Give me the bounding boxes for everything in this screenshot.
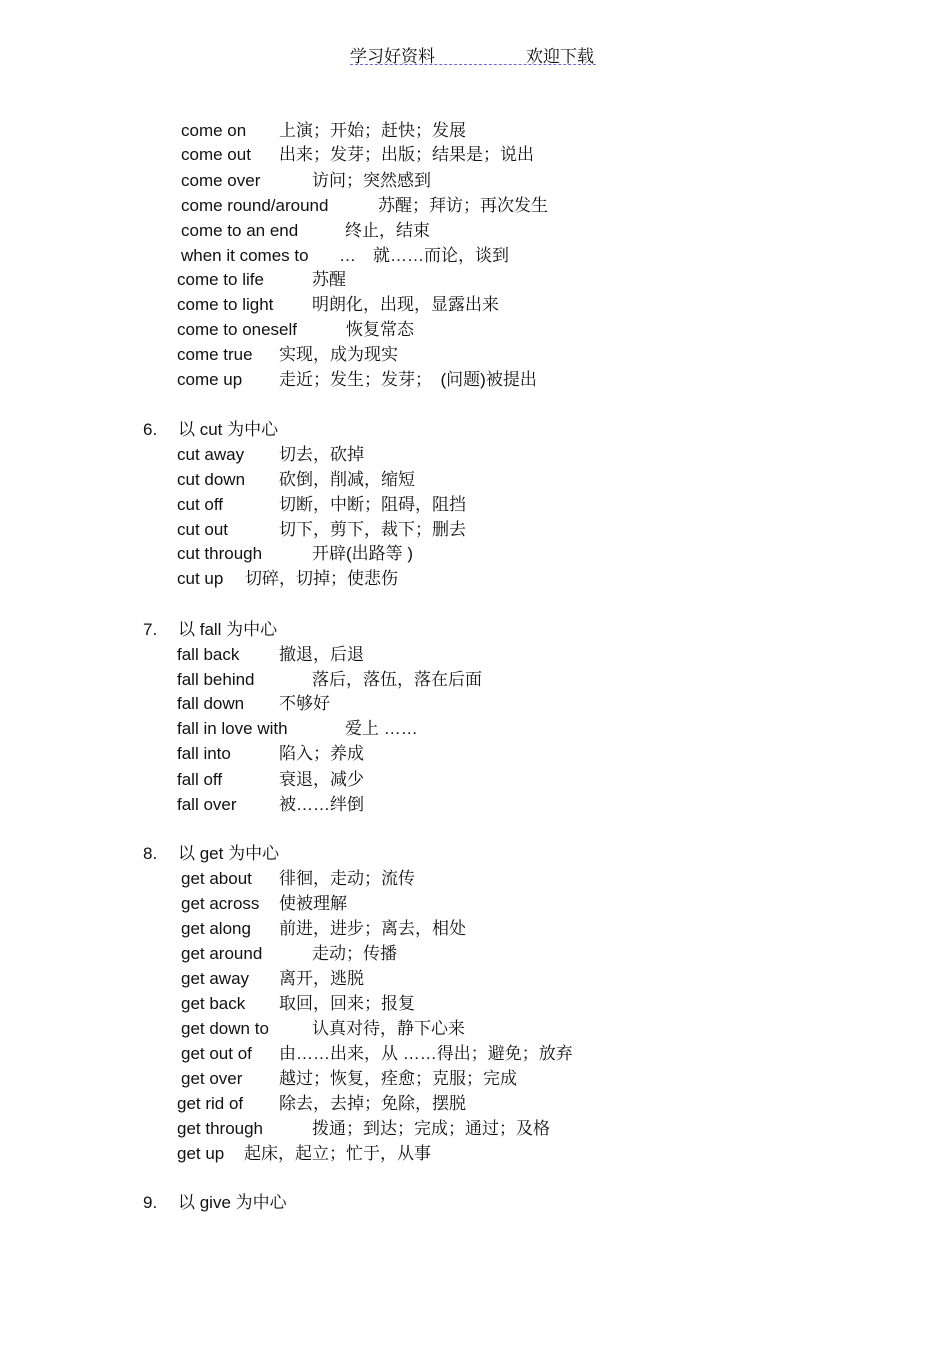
phrase-term: come to light: [177, 295, 274, 314]
page-header: [350, 40, 596, 65]
phrase-meaning: 切去，砍掉: [279, 445, 364, 464]
phrase-term: cut out: [177, 520, 229, 539]
phrase-meaning: 落后，落伍，落在后面: [312, 670, 482, 689]
phrase-meaning: 爱上 ……: [345, 719, 418, 738]
phrase-term: get over: [181, 1069, 243, 1088]
phrase-row: [0, 693, 950, 715]
phrase-term: get away: [181, 969, 250, 988]
phrase-term: get out of: [181, 1044, 252, 1063]
phrase-row: [0, 718, 950, 740]
phrase-term: get around: [181, 944, 263, 963]
phrase-term: come to oneself: [177, 320, 298, 339]
phrase-meaning: 苏醒；拜访；再次发生: [378, 196, 548, 215]
phrase-row: [0, 269, 950, 291]
phrase-term: get along: [181, 919, 251, 938]
section-number: 7.: [143, 620, 158, 639]
phrase-row: [0, 543, 950, 565]
phrase-row: [0, 245, 950, 267]
phrase-row: [0, 469, 950, 491]
phrase-row: [0, 294, 950, 316]
phrase-meaning: 起床，起立；忙于，从事: [244, 1144, 431, 1163]
phrase-row: [0, 893, 950, 915]
header-right-text: 欢迎下载: [526, 47, 594, 66]
phrase-row: [0, 943, 950, 965]
phrase-meaning: 使被理解: [279, 894, 347, 913]
phrase-row: [0, 743, 950, 765]
phrase-term: come on: [181, 121, 247, 140]
phrase-term: come to an end: [181, 221, 299, 240]
phrase-row: [0, 1018, 950, 1040]
phrase-meaning: 切碎，切掉；使悲伤: [245, 569, 398, 588]
section-number: 9.: [143, 1193, 158, 1212]
phrase-row: [0, 195, 950, 217]
phrase-term: get about: [181, 869, 252, 888]
phrase-meaning: 越过；恢复，痊愈；克服；完成: [279, 1069, 517, 1088]
phrase-term: cut away: [177, 445, 245, 464]
phrase-row: [0, 1143, 950, 1165]
section-title: 以 give 为中心: [178, 1193, 287, 1212]
phrase-meaning: 实现，成为现实: [279, 345, 398, 364]
phrase-term: cut down: [177, 470, 246, 489]
phrase-term: get across: [181, 894, 260, 913]
phrase-meaning: 砍倒，削减，缩短: [279, 470, 415, 489]
phrase-term: fall into: [177, 744, 231, 763]
phrase-row: [0, 144, 950, 166]
phrase-term: fall down: [177, 694, 245, 713]
phrase-row: [0, 568, 950, 590]
phrase-meaning: 走动；传播: [312, 944, 397, 963]
phrase-term: fall off: [177, 770, 223, 789]
phrase-row: [0, 918, 950, 940]
section-number: 6.: [143, 420, 158, 439]
phrase-term: get down to: [181, 1019, 269, 1038]
phrase-term: get rid of: [177, 1094, 244, 1113]
phrase-meaning: 陷入；养成: [279, 744, 364, 763]
phrase-term: come over: [181, 171, 261, 190]
phrase-row: [0, 319, 950, 341]
phrase-term: come up: [177, 370, 243, 389]
phrase-meaning: 由……出来，从 ……得出；避免；放弃: [279, 1044, 573, 1063]
section-heading-cut: [0, 419, 950, 441]
phrase-term: fall back: [177, 645, 240, 664]
phrase-meaning: 认真对待，静下心来: [312, 1019, 465, 1038]
phrase-row: [0, 220, 950, 242]
phrase-meaning: 离开，逃脱: [279, 969, 364, 988]
phrase-term: come out: [181, 145, 251, 164]
phrase-meaning: 除去，去掉；免除，摆脱: [279, 1094, 466, 1113]
phrase-row: [0, 1093, 950, 1115]
phrase-row: [0, 1068, 950, 1090]
phrase-row: [0, 868, 950, 890]
phrase-meaning: 切断，中断；阻碍，阻挡: [279, 495, 466, 514]
section-heading-give: [0, 1192, 950, 1214]
phrase-row: [0, 369, 950, 391]
phrase-meaning: 开辟(出路等 ): [312, 544, 414, 563]
phrase-term: come true: [177, 345, 253, 364]
phrase-row: [0, 794, 950, 816]
section-heading-get: [0, 843, 950, 865]
phrase-meaning: 切下，剪下，裁下；删去: [279, 520, 466, 539]
phrase-meaning: 终止，结束: [345, 221, 430, 240]
section-title: 以 get 为中心: [178, 844, 280, 863]
phrase-row: [0, 120, 950, 142]
phrase-row: [0, 1118, 950, 1140]
phrase-meaning: 撤退，后退: [279, 645, 364, 664]
phrase-row: [0, 669, 950, 691]
phrase-meaning: 前进，进步；离去，相处: [279, 919, 466, 938]
header-left-text: 学习好资料: [350, 47, 435, 66]
section-heading-fall: [0, 619, 950, 641]
phrase-term: come to life: [177, 270, 264, 289]
phrase-meaning: 明朗化，出现，显露出来: [312, 295, 499, 314]
section-number: 8.: [143, 844, 158, 863]
section-title: 以 fall 为中心: [178, 620, 278, 639]
phrase-meaning: 出来；发芽；出版；结果是；说出: [279, 145, 534, 164]
phrase-term: get back: [181, 994, 246, 1013]
phrase-row: [0, 993, 950, 1015]
phrase-row: [0, 494, 950, 516]
phrase-term: get up: [177, 1144, 225, 1163]
phrase-meaning: 走近；发生；发芽； (问题)被提出: [279, 370, 537, 389]
phrase-row: [0, 444, 950, 466]
phrase-row: [0, 519, 950, 541]
phrase-meaning: 恢复常态: [346, 320, 414, 339]
phrase-meaning: 不够好: [279, 694, 330, 713]
phrase-row: [0, 644, 950, 666]
phrase-meaning: 访问；突然感到: [312, 171, 431, 190]
phrase-meaning: 取回，回来；报复: [279, 994, 415, 1013]
phrase-meaning: 拨通；到达；完成；通过；及格: [312, 1119, 550, 1138]
phrase-row: [0, 170, 950, 192]
phrase-meaning: 徘徊，走动；流传: [279, 869, 415, 888]
phrase-term: cut through: [177, 544, 263, 563]
section-title: 以 cut 为中心: [178, 420, 279, 439]
phrase-meaning: 被……绊倒: [279, 795, 364, 814]
phrase-meaning: 衰退，减少: [279, 770, 364, 789]
phrase-row: [0, 769, 950, 791]
phrase-meaning: 上演；开始；赶快；发展: [279, 121, 466, 140]
phrase-meaning: … 就……而论，谈到: [339, 246, 509, 265]
phrase-term: get through: [177, 1119, 264, 1138]
phrase-term: fall behind: [177, 670, 255, 689]
phrase-row: [0, 1043, 950, 1065]
phrase-term: fall in love with: [177, 719, 288, 738]
phrase-row: [0, 344, 950, 366]
phrase-term: fall over: [177, 795, 237, 814]
phrase-meaning: 苏醒: [312, 270, 346, 289]
phrase-term: when it comes to: [181, 246, 309, 265]
phrase-row: [0, 968, 950, 990]
phrase-term: cut off: [177, 495, 223, 514]
phrase-term: cut up: [177, 569, 224, 588]
phrase-term: come round/around: [181, 196, 329, 215]
